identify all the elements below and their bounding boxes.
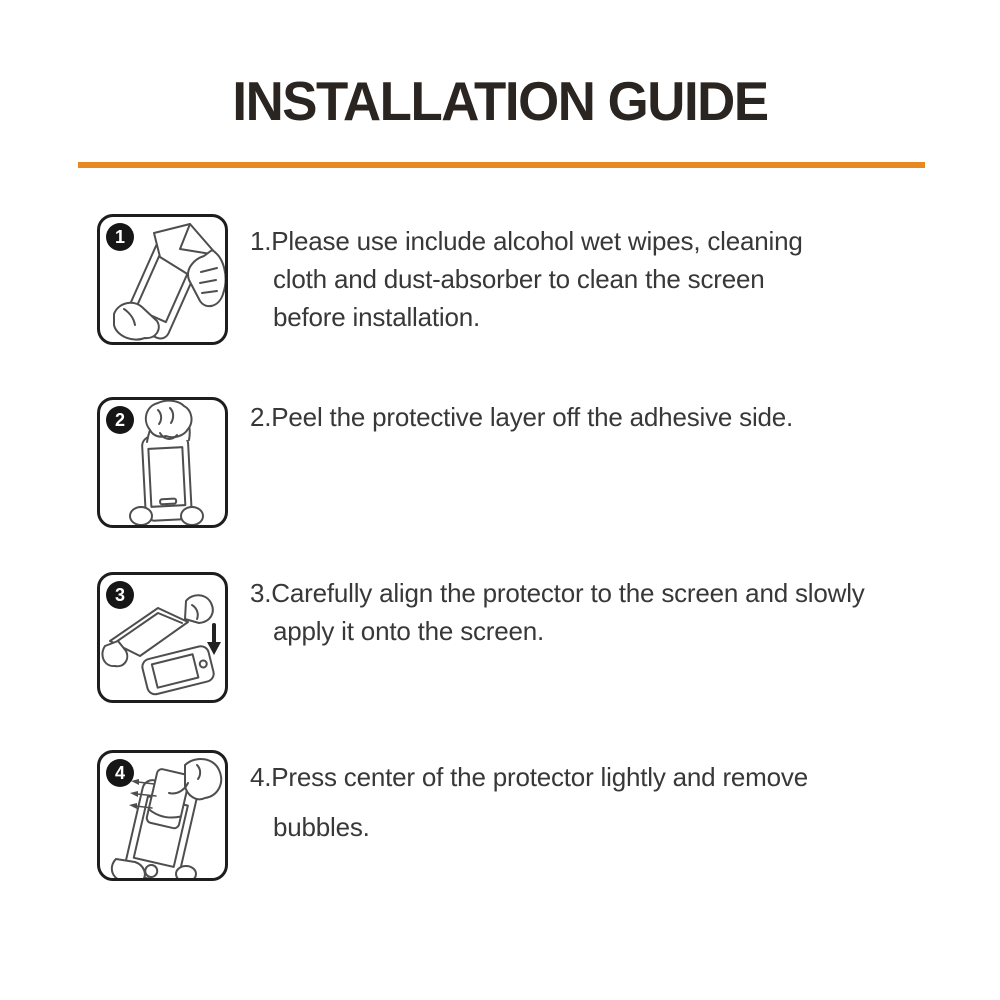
step-4-number-badge: 4 bbox=[106, 759, 134, 787]
step-3-line-2: apply it onto the screen. bbox=[273, 616, 545, 646]
step-1-figure bbox=[97, 214, 228, 345]
step-3-number-badge: 3 bbox=[106, 581, 134, 609]
step-1-number-badge: 1 bbox=[106, 223, 134, 251]
step-1-line-3: before installation. bbox=[273, 302, 481, 332]
step-2-text bbox=[250, 398, 793, 436]
step-4-figure bbox=[97, 750, 228, 881]
step-3-text bbox=[250, 574, 865, 650]
step-1-line-2: cloth and dust-absorber to clean the screen bbox=[273, 264, 765, 294]
title-divider bbox=[78, 162, 925, 168]
step-4-line-2: bubbles. bbox=[273, 812, 370, 842]
step-4-text bbox=[250, 752, 808, 852]
step-1-text bbox=[250, 222, 803, 336]
step-2-number-badge: 2 bbox=[106, 406, 134, 434]
step-3-figure bbox=[97, 572, 228, 703]
step-1-line-1: 1.Please use include alcohol wet wipes, cleaning bbox=[250, 226, 803, 256]
down-arrow-icon bbox=[207, 625, 221, 655]
step-2-figure bbox=[97, 397, 228, 528]
step-2-line-1: 2.Peel the protective layer off the adhesive side. bbox=[250, 402, 794, 432]
step-3-line-1: 3.Carefully align the protector to the screen and slowly bbox=[250, 578, 865, 608]
step-4-line-1: 4.Press center of the protector lightly and remove bbox=[250, 762, 808, 792]
page-title: INSTALLATION GUIDE bbox=[232, 70, 768, 132]
